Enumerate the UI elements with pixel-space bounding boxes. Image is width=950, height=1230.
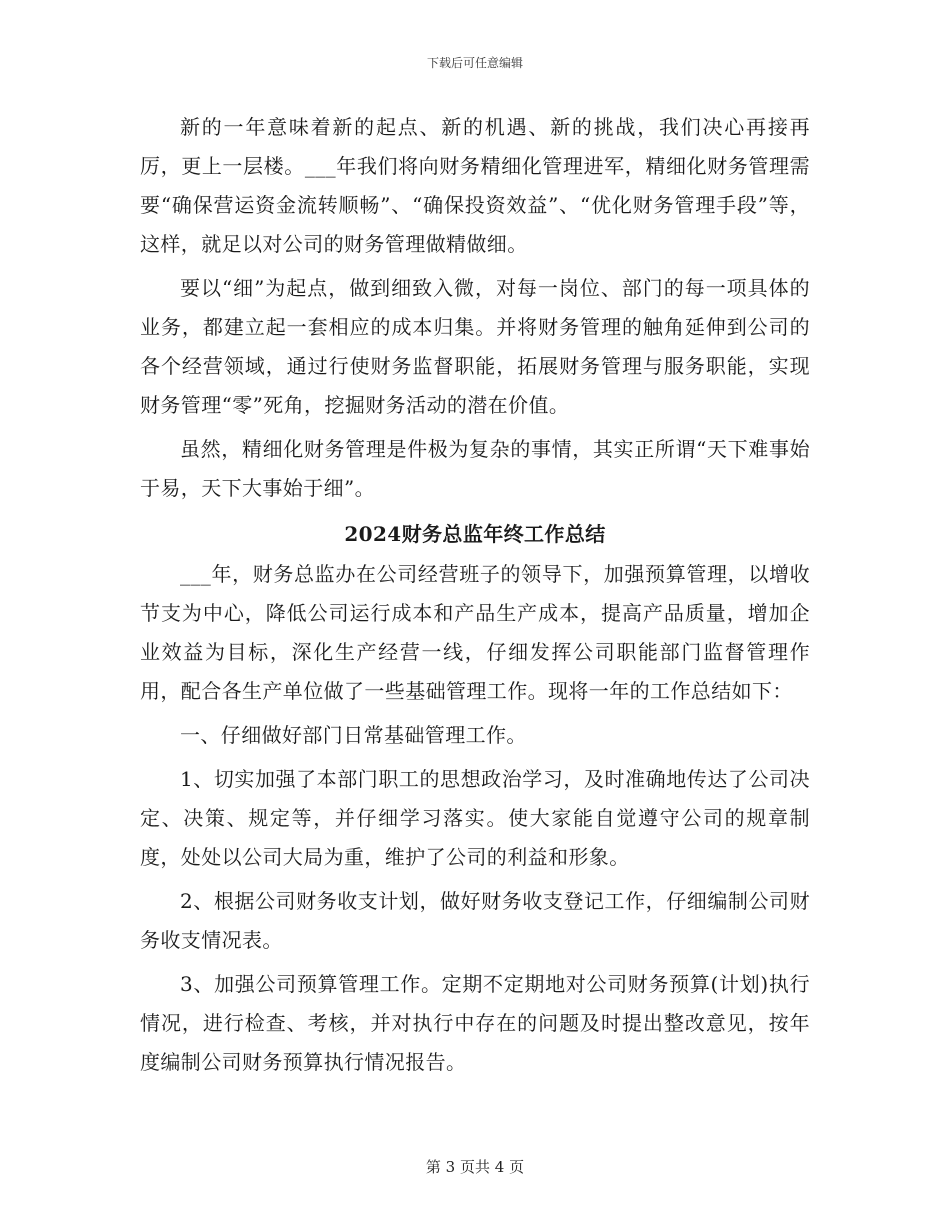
page-number: 第 3 页共 4 页: [425, 1158, 525, 1176]
paragraph-conclusion: 虽然，精细化财务管理是件极为复杂的事情，其实正所谓“天下难事始于易，天下大事始于细”。: [140, 437, 810, 500]
page-header: 下载后可任意编辑: [426, 56, 523, 70]
paragraph-item-1: 1、切实加强了本部门职工的思想政治学习，及时准确地传达了公司决定、决策、规定等，并仔细学习落实。使大家能自觉遵守公司的规章制度，处处以公司大局为重，维护了公司的利益和形象。: [140, 767, 810, 869]
document-body: [140, 108, 810, 1087]
paragraph-intro: 新的一年意味着新的起点、新的机遇、新的挑战，我们决心再接再厉，更上一层楼。___年我们将向财务精细化管理进军，精细化财务管理需要“确保营运资金流转顺畅”、“确保投资效益”、“优化财务管理手段”等，这样，就足以对公司的财务管理做精做细。: [140, 115, 810, 256]
paragraph-summary-intro: ___年，财务总监办在公司经营班子的领导下，加强预算管理，以增收节支为中心，降低公司运行成本和产品生产成本，提高产品质量，增加企业效益为目标，深化生产经营一线，仔细发挥公司职能部门监督管理作用，配合各生产单位做了一些基础管理工作。现将一年的工作总结如下：: [140, 562, 810, 703]
paragraph-item-2: 2、根据公司财务收支计划，做好财务收支登记工作，仔细编制公司财务收支情况表。: [140, 889, 810, 952]
section-title: 2024财务总监年终工作总结: [344, 522, 606, 546]
paragraph-item-3: 3、加强公司预算管理工作。定期不定期地对公司财务预算(计划)执行情况，进行检查、考核，并对执行中存在的问题及时提出整改意见，按年度编制公司财务预算执行情况报告。: [140, 972, 810, 1074]
paragraph-heading-one: 一、仔细做好部门日常基础管理工作。: [180, 723, 527, 747]
paragraph-detail: 要以“细”为起点，做到细致入微，对每一岗位、部门的每一项具体的业务，都建立起一套相应的成本归集。并将财务管理的触角延伸到公司的各个经营领域，通过行使财务监督职能，拓展财务管理与服务职能，实现财务管理“零”死角，挖掘财务活动的潜在价值。: [140, 276, 810, 417]
